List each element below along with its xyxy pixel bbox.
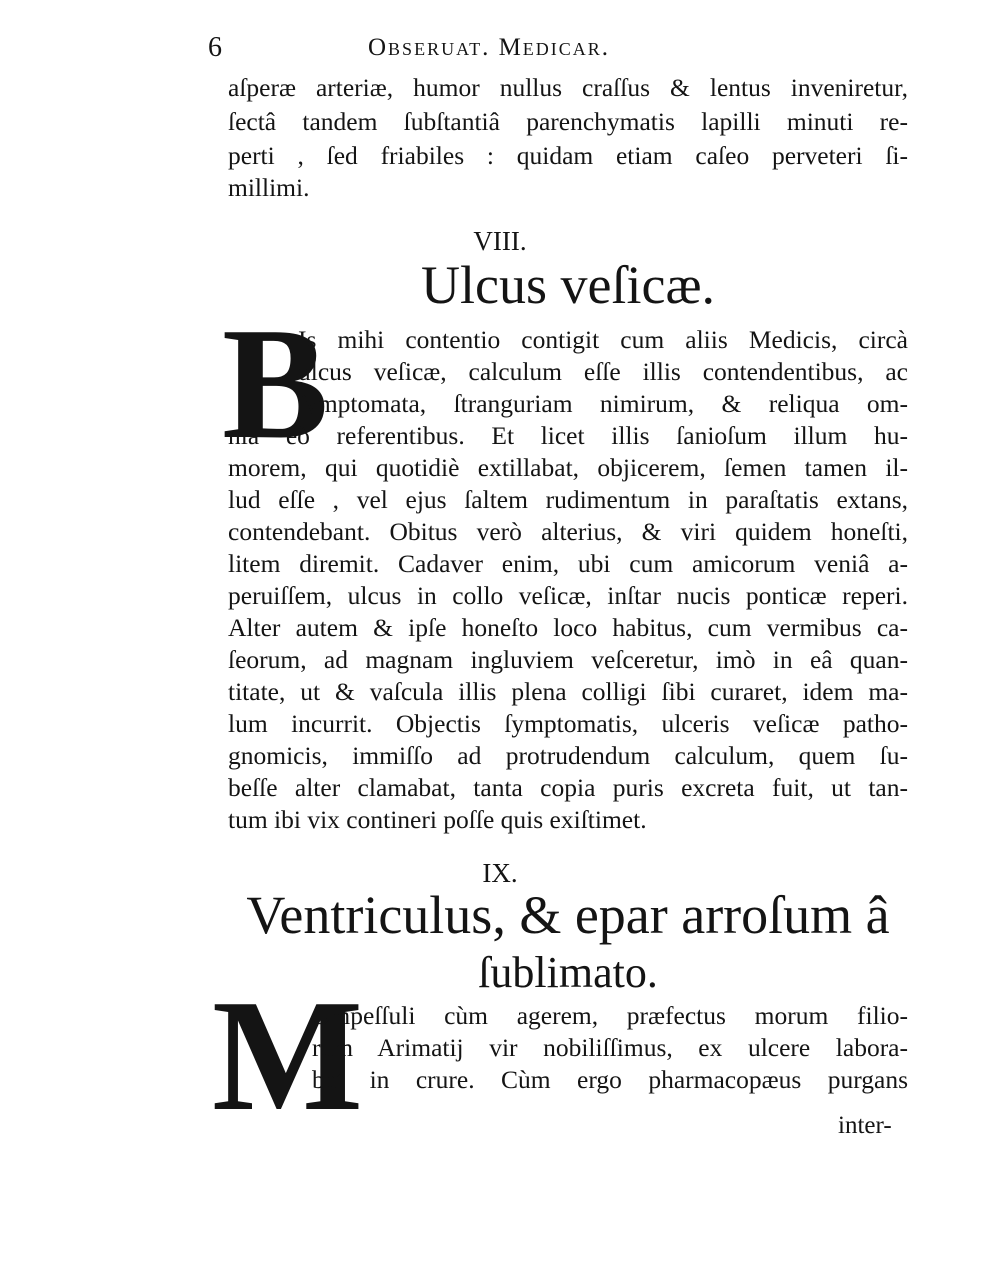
text-line: ſymptomata, ſtranguriam nimirum, & reliqua om- bbox=[298, 389, 908, 418]
text-line: titate, ut & vaſcula illis plena colligi ſibi curaret, idem ma- bbox=[228, 677, 908, 706]
text-line: rum Arimatij vir nobiliſſimus, ex ulcere labora- bbox=[312, 1033, 908, 1062]
text-line: nia eò referentibus. Et licet illis ſanioſum illum hu- bbox=[228, 421, 908, 450]
text-line: contendebant. Obitus verò alterius, & viri quidem honeſti, bbox=[228, 517, 908, 546]
drop-cap: B bbox=[222, 294, 329, 472]
text-line: perti , ſed friabiles : quidam etiam caſeo perveteri ſi- bbox=[228, 141, 908, 170]
text-line: gnomicis, immiſſo ad protrudendum calculum, quem ſu- bbox=[228, 741, 908, 770]
text-line: Is mihi contentio contigit cum aliis Medicis, circà bbox=[298, 325, 908, 354]
text-line: aſperæ arteriæ, humor nullus craſſus & lentus inveniretur, bbox=[228, 73, 908, 102]
text-line: Alter autem & ipſe honeſto loco habitus, cum vermibus ca- bbox=[228, 613, 908, 642]
text-line: bat in crure. Cùm ergo pharmacopæus purgans bbox=[312, 1065, 908, 1094]
text-line: lum incurrit. Objectis ſymptomatis, ulceris veſicæ patho- bbox=[228, 709, 908, 738]
text-line: litem diremit. Cadaver enim, ubi cum amicorum veniâ a- bbox=[228, 549, 908, 578]
text-line: ſeorum, ad magnam ingluviem veſceretur, imò in eâ quan- bbox=[228, 645, 908, 674]
section-number: VIII. bbox=[473, 226, 527, 256]
text-line: tum ibi vix contineri poſſe quis exiſtimet. bbox=[228, 805, 647, 834]
section-number: IX. bbox=[482, 858, 518, 888]
page-header bbox=[208, 30, 908, 70]
drop-cap: M bbox=[212, 966, 364, 1144]
page-number: 6 bbox=[208, 32, 222, 63]
text-line: peruiſſem, ulcus in collo veſicæ, inſtar nucis ponticæ reperi. bbox=[228, 581, 908, 610]
catchword: inter- bbox=[838, 1112, 892, 1139]
section-title: Ventriculus, & epar arroſum â bbox=[246, 885, 890, 945]
text-line: beſſe alter clamabat, tanta copia puris excreta fuit, ut tan- bbox=[228, 773, 908, 802]
text-line: ulcus veſicæ, calculum eſſe illis contendentibus, ac bbox=[298, 357, 908, 386]
text-line: millimi. bbox=[228, 173, 310, 202]
section-title: Ulcus veſicæ. bbox=[421, 255, 715, 315]
text-line: morem, qui quotidiè extillabat, objicerem, ſemen tamen il- bbox=[228, 453, 908, 482]
text-line: ſectâ tandem ſubſtantiâ parenchymatis lapilli minuti re- bbox=[228, 107, 908, 136]
running-head: Obseruat. Medicar. bbox=[368, 34, 611, 61]
section-title-continued: ſublimato. bbox=[478, 948, 658, 997]
text-line: Ompeſſuli cùm agerem, præfectus morum filio- bbox=[312, 1001, 908, 1030]
text-line: lud eſſe , vel ejus ſaltem rudimentum in paraſtatis extans, bbox=[228, 485, 908, 514]
